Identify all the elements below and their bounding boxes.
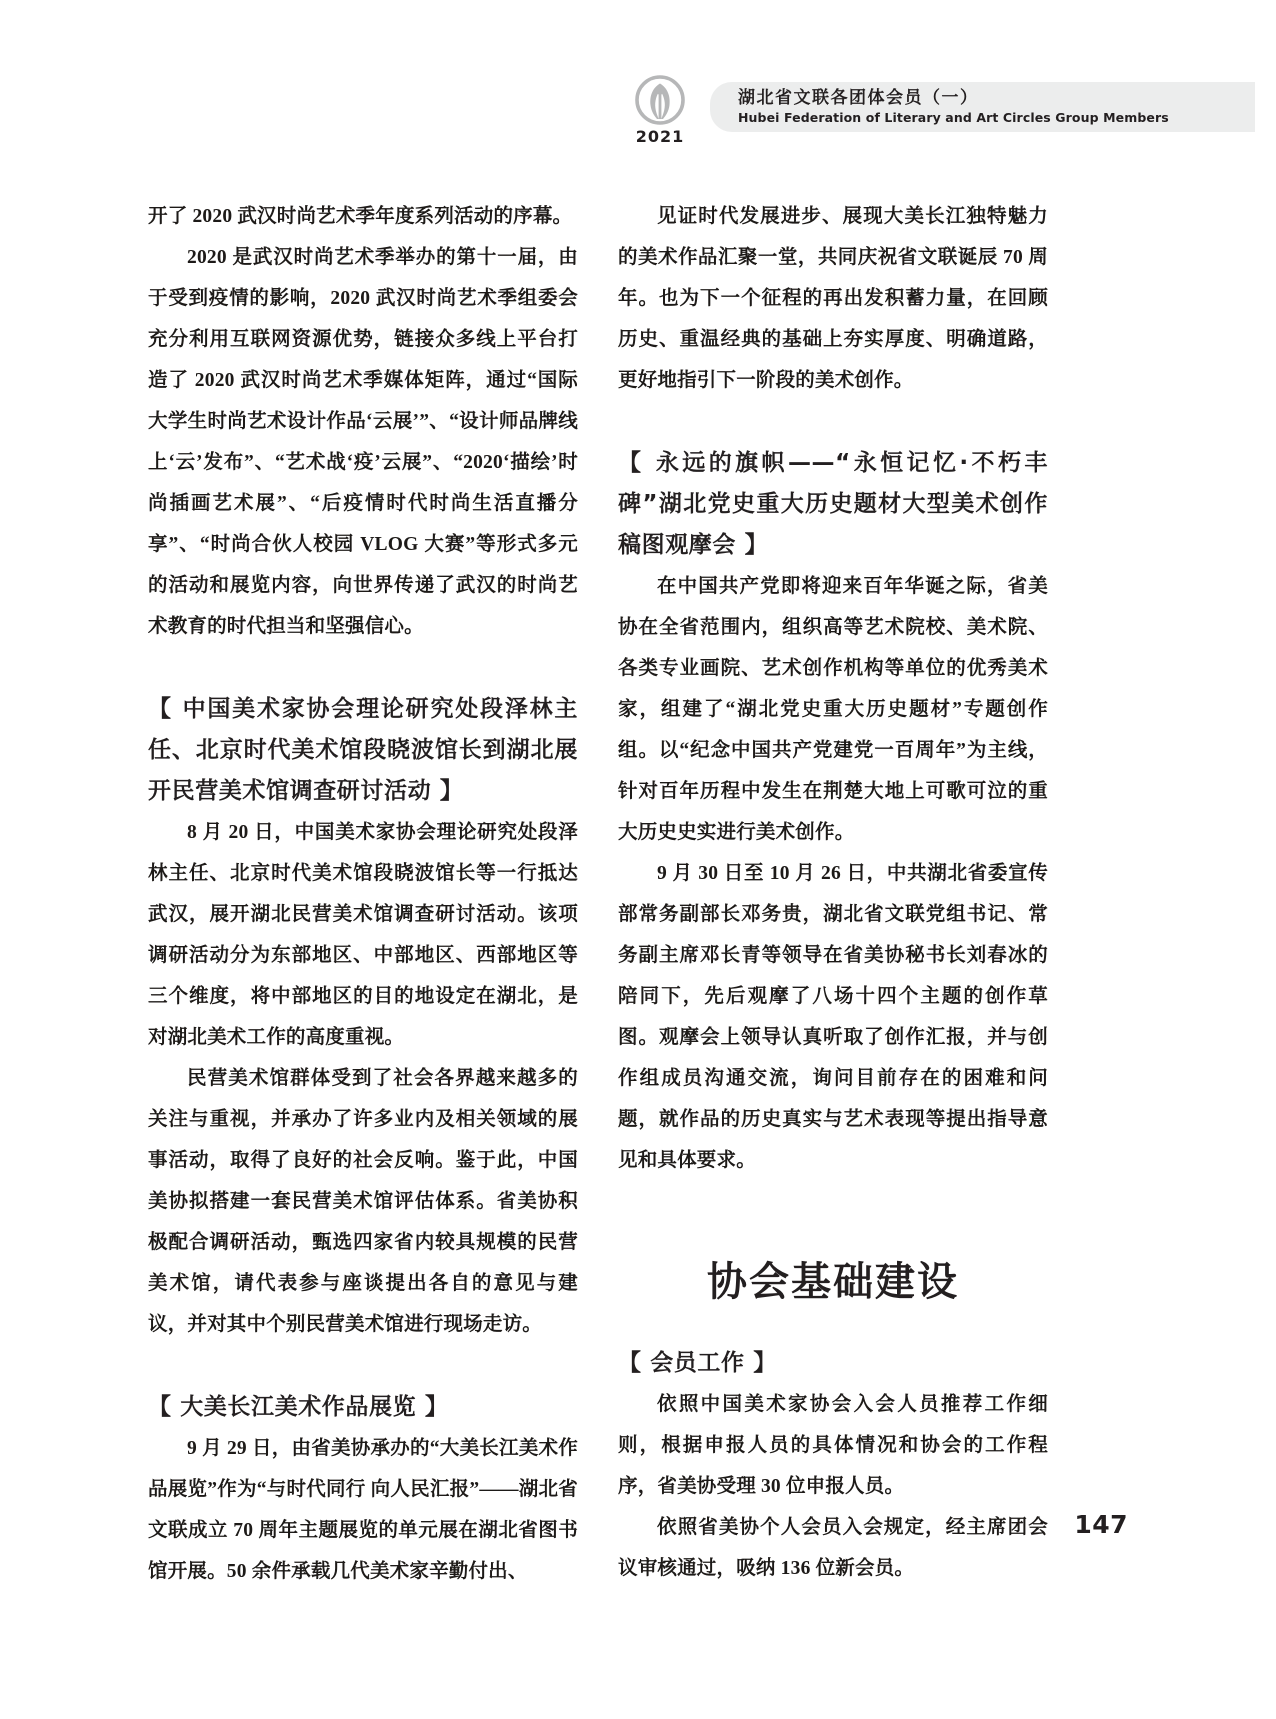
paragraph: 依照中国美术家协会入会人员推荐工作细则，根据申报人员的具体情况和协会的工作程序，省美协受理 30 位申报人员。 [618,1394,1048,1497]
paragraph: 开了 2020 武汉时尚艺术季年度系列活动的序幕。 [148,206,573,227]
paragraph: 依照省美协个人会员入会规定，经主席团会议审核通过，吸纳 136 位新会员。 [618,1517,1048,1579]
paragraph: 民营美术馆群体受到了社会各界越来越多的关注与重视，并承办了许多业内及相关领域的展事活动，取得了良好的社会反响。鉴于此，中国美协拟搭建一套民营美术馆评估体系。省美协积极配合调研活动，甄选四家省内较具规模的民营美术馆，请代表参与座谈提出各自的意见与建议，并对其中个别民营美术馆进行现场走访。 [148,1068,578,1335]
spacer [618,401,1048,443]
paragraph: 9 月 30 日至 10 月 26 日，中共湖北省委宣传部常务副部长邓务贵，湖北省文联党组书记、常务副主席邓长青等领导在省美协秘书长刘春冰的陪同下，先后观摩了八场十四个主题的创作草图。观摩会上领导认真听取了创作汇报，并与创作组成员沟通交流，询问目前存在的困难和问题，就作品的历史真实与艺术表现等提出指导意见和具体要求。 [618,863,1048,1171]
left-column [148,196,578,1592]
section-heading: 【 中国美术家协会理论研究处段泽林主任、北京时代美术馆段晓波馆长到湖北展开民营美术馆调查研讨活动 】 [148,696,578,804]
header-title-english: Hubei Federation of Literary and Art Circles Group Members [738,110,1169,125]
paragraph: 9 月 29 日，由省美协承办的“大美长江美术作品展览”作为“与时代同行 向人民汇报”——湖北省文联成立 70 周年主题展览的单元展在湖北省图书馆开展。50 余件承载几代美术家辛勤付出、 [148,1438,578,1582]
section-heading: 【 永远的旗帜——“永恒记忆·不朽丰碑”湖北党史重大历史题材大型美术创作稿图观摩会 】 [618,450,1048,558]
major-section-title: 协会基础建设 [707,1259,959,1305]
spacer [618,1181,1048,1253]
spacer [618,1311,1048,1343]
logo-year-label: 2021 [635,127,685,146]
section-heading: 【 会员工作 】 [618,1350,777,1376]
section-heading: 【 大美长江美术作品展览 】 [148,1394,449,1420]
page-header [0,72,1276,144]
spacer [148,1345,578,1387]
right-column [618,196,1048,1589]
paragraph: 在中国共产党即将迎来百年华诞之际，省美协在全省范围内，组织高等艺术院校、美术院、各类专业画院、艺术创作机构等单位的优秀美术家，组建了“湖北党史重大历史题材”专题创作组。以“纪念中国共产党建党一百周年”为主线，针对百年历程中发生在荆楚大地上可歌可泣的重大历史史实进行美术创作。 [618,576,1048,843]
header-title-band [710,82,1255,132]
hubei-federation-emblem-icon [634,74,686,126]
paragraph: 2020 是武汉时尚艺术季举办的第十一届，由于受到疫情的影响，2020 武汉时尚艺术季组委会充分利用互联网资源优势，链接众多线上平台打造了 2020 武汉时尚艺术季媒体矩阵，通过“国际大学生时尚艺术设计作品‘云展’”、“设计师品牌线上‘云’发布”、“艺术战‘疫’云展”、“2020‘描绘’时尚插画艺术展”、“后疫情时代时尚生活直播分享”、“时尚合伙人校园 VLOG 大赛”等形式多元的活动和展览内容，向世界传递了武汉的时尚艺术教育的时代担当和坚强信心。 [148,247,578,637]
header-title-chinese: 湖北省文联各团体会员（一） [738,88,979,108]
logo-block [624,72,696,146]
paragraph: 见证时代发展进步、展现大美长江独特魅力的美术作品汇聚一堂，共同庆祝省文联诞辰 70 周年。也为下一个征程的再出发积蓄力量，在回顾历史、重温经典的基础上夯实厚度、明确道路，更好地指引下一阶段的美术创作。 [618,206,1048,391]
spacer [148,647,578,689]
paragraph: 8 月 20 日，中国美术家协会理论研究处段泽林主任、北京时代美术馆段晓波馆长等一行抵达武汉，展开湖北民营美术馆调查研讨活动。该项调研活动分为东部地区、中部地区、西部地区等三个维度，将中部地区的目的地设定在湖北，是对湖北美术工作的高度重视。 [148,822,578,1048]
header-inner [624,72,1255,146]
page-number: 147 [1074,1510,1128,1539]
